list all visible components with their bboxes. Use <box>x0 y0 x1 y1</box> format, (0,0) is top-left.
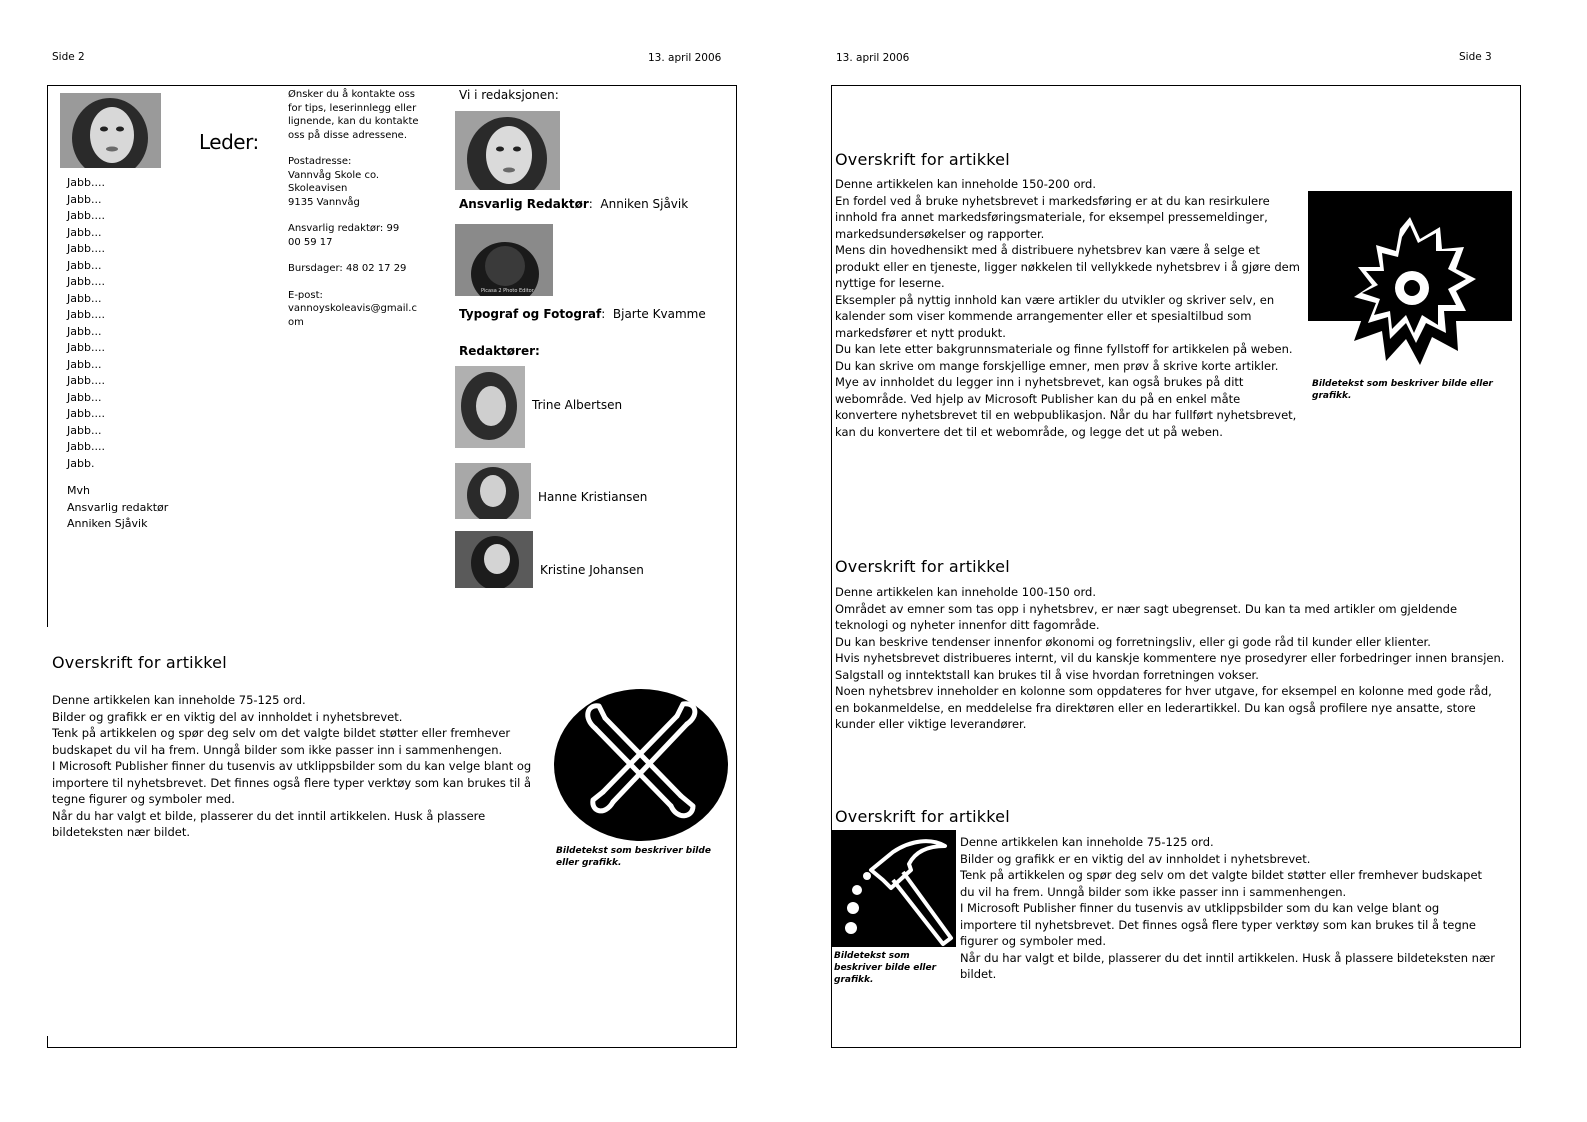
staff-heading: Vi i redaksjonen: <box>459 88 559 102</box>
leader-photo <box>60 93 161 168</box>
saw-blade-icon <box>1308 191 1512 373</box>
signoff-line: Ansvarlig redaktør <box>67 500 169 514</box>
right-article2-title: Overskrift for artikkel <box>835 557 1010 576</box>
leader-line: Jabb... <box>67 423 102 437</box>
left-page-date: 13. april 2006 <box>648 52 722 64</box>
leader-line: Jabb... <box>67 192 102 206</box>
article-paragraph: Denne artikkelen kan inneholde 150-200 ord. <box>835 177 1096 191</box>
editors-heading: Redaktører: <box>459 344 540 358</box>
article-paragraph: I Microsoft Publisher finner du tusenvis av utklippsbilder som du kan velge blant og importere til nyhetsbrevet. Det finnes også flere typer verktøy som kan brukes til å tegne figurer og symboler med. <box>52 759 532 806</box>
leader-line: Jabb... <box>67 258 102 272</box>
right-article3-title: Overskrift for artikkel <box>835 807 1010 826</box>
article-paragraph: Tenk på artikkelen og spør deg selv om det valgte bildet støtter eller fremhever budskapet du vil ha frem. Unngå bilder som ikke passer inn i sammenhengen. <box>52 726 511 757</box>
address-line: Skoleavisen <box>288 183 348 194</box>
article-paragraph: Mens din hovedhensikt med å distribuere nyhetsbrev kan være å selge et produkt eller en tjeneste, ligger nøkkelen til vellykkede nyhetsbrev i å gjøre dem nyttige for leserne. <box>835 243 1300 290</box>
contact-column <box>288 88 423 329</box>
typographer-role: Typograf og Fotograf <box>459 307 602 321</box>
left-frame-edge-bottom <box>47 1036 48 1048</box>
typographer-label: Typograf og Fotograf: Bjarte Kvamme <box>459 307 706 321</box>
left-article-caption: Bildetekst som beskriver bilde eller grafikk. <box>556 846 711 868</box>
article-paragraph: Når du har valgt et bilde, plasserer du det inntil artikkelen. Husk å plassere bildeteksten nær bildet. <box>52 808 486 839</box>
email-link[interactable]: vannoyskoleavis@gmail.com <box>288 303 417 328</box>
right-article1-body <box>835 176 1300 440</box>
right-article1-title: Overskrift for artikkel <box>835 150 1010 169</box>
article-paragraph: Når du har valgt et bilde, plasserer du det inntil artikkelen. Husk å plassere bildeteksten nær bildet. <box>960 950 1495 981</box>
chief-editor-label: Ansvarlig Redaktør: Anniken Sjåvik <box>459 197 689 211</box>
article-paragraph: Denne artikkelen kan inneholde 75-125 ord. <box>960 835 1214 849</box>
right-article2-body <box>835 584 1505 733</box>
article-paragraph: Tenk på artikkelen og spør deg selv om det valgte bildet støtter eller fremhever budskapet du vil ha frem. Unngå bilder som ikke passer inn i sammenhengen. <box>960 868 1483 899</box>
leader-line: Jabb.... <box>67 242 105 255</box>
leader-line: Jabb... <box>67 390 102 404</box>
right-page-number: Side 3 <box>1459 51 1492 63</box>
right-article3-body <box>960 834 1498 983</box>
left-article-title: Overskrift for artikkel <box>52 653 227 672</box>
editor-phone: Ansvarlig redaktør: 99 00 59 17 <box>288 223 400 248</box>
right-page-date: 13. april 2006 <box>836 52 910 64</box>
leader-line: Jabb.... <box>67 341 105 354</box>
article-paragraph: Noen nyhetsbrev inneholder en kolonne som oppdateres for hver utgave, for eksempel en kolonne med gode råd, en bokanmeldelse, en meddelelse fra direktøren eller en lederartikkel. Du kan også profilere nye ansatte, store kunder eller viktige leverandører. <box>835 684 1492 731</box>
article-paragraph: Hvis nyhetsbrevet distribueres internt, vil du kanskje kommentere nye prosedyrer eller forbedringer innen bransjen. <box>835 651 1505 665</box>
birthdays-phone: Bursdager: 48 02 17 29 <box>288 263 407 274</box>
editor-name-3: Kristine Johansen <box>540 563 644 577</box>
editor-name-2: Hanne Kristiansen <box>538 490 648 504</box>
left-frame-edge-top <box>47 85 48 627</box>
editor-photo-2 <box>455 463 531 519</box>
chief-editor-photo <box>455 111 560 190</box>
leader-line: Jabb.... <box>67 407 105 420</box>
editor-photo-1 <box>455 366 525 448</box>
article-paragraph: I Microsoft Publisher finner du tusenvis av utklippsbilder som du kan velge blant og importere til nyhetsbrevet. Det finnes også flere typer verktøy som kan brukes til å tegne figurer og symboler med. <box>960 901 1476 948</box>
article-paragraph: Området av emner som tas opp i nyhetsbrev, er nær sagt ubegrenset. Du kan ta med artikler om gjeldende teknologi og nyheter innenfor ditt fagområde. <box>835 601 1458 632</box>
contact-intro: Ønsker du å kontakte oss for tips, leserinnlegg eller lignende, kan du kontakte oss på disse adressene. <box>288 89 419 141</box>
signoff-line: Anniken Sjåvik <box>67 517 148 530</box>
leader-line: Jabb. <box>67 456 95 470</box>
article-paragraph: Eksempler på nyttig innhold kan være artikler du utvikler og skriver selv, en kalender som viser kommende arrangementer eller et spesialtilbud som markedsfører et nytt produkt. <box>835 292 1275 340</box>
hammer-icon <box>831 830 956 947</box>
typographer-name: Bjarte Kvamme <box>612 307 706 321</box>
leader-line: Jabb... <box>67 357 102 371</box>
address-line: Vannvåg Skole co. <box>288 169 380 181</box>
leader-title: Leder: <box>199 130 259 154</box>
article-paragraph: Du kan lete etter bakgrunnsmateriale og finne fyllstoff for artikkelen på weben. Du kan skrive om mange forskjellige emner, men prøv å skrive korte artikler. <box>835 342 1293 373</box>
leader-line: Jabb... <box>67 324 102 338</box>
address-label: Postadresse: <box>288 156 352 167</box>
editor-name-1: Trine Albertsen <box>532 398 623 412</box>
chief-editor-name: Anniken Sjåvik <box>600 197 689 211</box>
right-article1-caption: Bildetekst som beskriver bilde eller grafikk. <box>1312 379 1493 401</box>
leader-line: Jabb.... <box>67 275 105 288</box>
leader-line: Jabb.... <box>67 374 105 387</box>
leader-line: Jabb... <box>67 225 102 239</box>
article-paragraph: En fordel ved å bruke nyhetsbrevet i markedsføring er at du kan resirkulere innhold fra annet markedsføringsmateriale, for eksempel pressemeldinger, markedsundersøkelser og rapporter. <box>835 193 1270 241</box>
wrench-icon <box>553 688 729 842</box>
leader-lines <box>67 175 105 472</box>
left-article-body <box>52 692 542 841</box>
leader-line: Jabb... <box>67 291 102 305</box>
leader-signoff <box>67 483 168 533</box>
address-line: 9135 Vannvåg <box>288 196 360 208</box>
editor-photo-3 <box>455 531 533 588</box>
leader-line: Jabb.... <box>67 209 105 222</box>
email-label: E-post: <box>288 289 323 301</box>
photo-watermark: Picasa 2 Photo Editor <box>481 288 534 294</box>
leader-line: Jabb.... <box>67 176 105 189</box>
typographer-photo <box>455 224 553 296</box>
article-paragraph: Denne artikkelen kan inneholde 100-150 ord. <box>835 585 1096 599</box>
article-paragraph: Denne artikkelen kan inneholde 75-125 ord. <box>52 693 306 707</box>
leader-line: Jabb.... <box>67 440 105 453</box>
article-paragraph: Bilder og grafikk er en viktig del av innholdet i nyhetsbrevet. <box>52 709 403 724</box>
article-paragraph: Du kan beskrive tendenser innenfor økonomi og forretningsliv, eller gi gode råd til kunder eller klienter. <box>835 634 1431 649</box>
article-paragraph: Bilder og grafikk er en viktig del av innholdet i nyhetsbrevet. <box>960 851 1311 866</box>
article-paragraph: Salgstall og inntektstall kan brukes til å vise hvordan forretningen vokser. <box>835 667 1259 682</box>
leader-line: Jabb.... <box>67 308 105 321</box>
article-paragraph: Mye av innholdet du legger inn i nyhetsbrevet, kan også brukes på ditt webområde. Ved hjelp av Microsoft Publisher kan du på en enkel måte konvertere nyhetsbrevet til en webpublikasjon. Når du har fullført nyhetsbrevet, kan du konvertere det til et webområde, og legge det ut på weben. <box>835 375 1297 439</box>
chief-editor-role: Ansvarlig Redaktør <box>459 197 589 211</box>
signoff-line: Mvh <box>67 484 90 497</box>
right-article3-caption: Bildetekst som beskriver bilde eller grafikk. <box>834 951 937 985</box>
left-page-number: Side 2 <box>52 51 85 63</box>
